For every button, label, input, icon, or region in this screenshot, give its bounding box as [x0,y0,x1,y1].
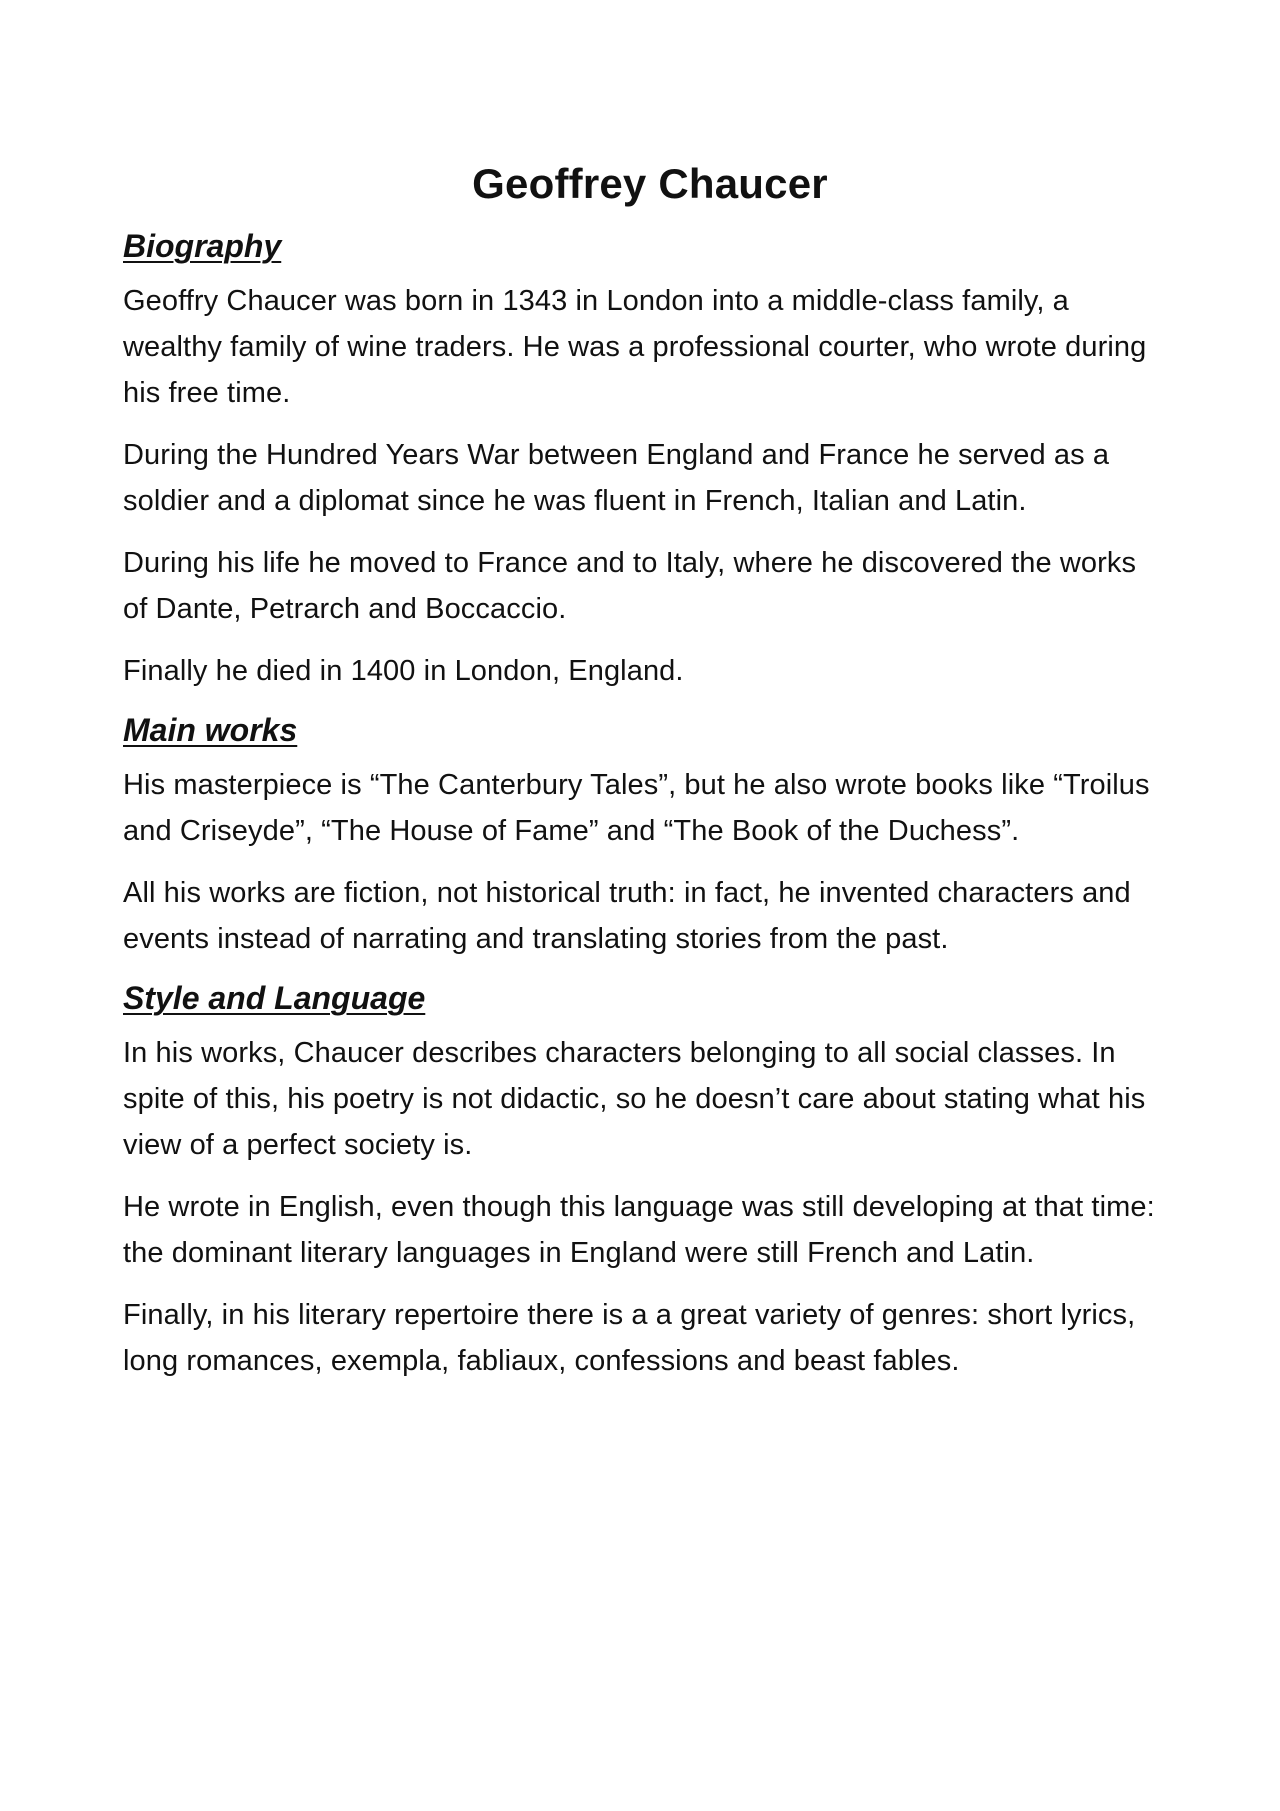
section-main-works [123,710,1163,962]
paragraph: Finally he died in 1400 in London, England. [123,655,684,687]
section-heading: Biography [123,228,282,264]
paragraph: He wrote in English, even though this language was still developing at that time: the dominant literary languages in England were still French and Latin. [123,1191,1155,1269]
paragraph: Geoffry Chaucer was born in 1343 in London into a middle-class family, a wealthy family of wine traders. He was a professional courter, who wrote during his free time. [123,285,1147,409]
paragraph: All his works are fiction, not historical truth: in fact, he invented characters and events instead of narrating and translating stories from the past. [123,877,1131,955]
section-heading: Main works [123,712,298,748]
section-heading: Style and Language [123,980,426,1016]
paragraph: During his life he moved to France and to Italy, where he discovered the works of Dante, Petrarch and Boccaccio. [123,547,1137,625]
section-style-and-language [123,978,1163,1384]
paragraph: His masterpiece is “The Canterbury Tales”, but he also wrote books like “Troilus and Criseyde”, “The House of Fame” and “The Book of the Duchess”. [123,769,1150,847]
section-biography [123,226,1163,694]
document-page [123,160,1163,1400]
paragraph: Finally, in his literary repertoire there is a a great variety of genres: short lyrics, long romances, exempla, fabliaux, confessions and beast fables. [123,1299,1136,1377]
paragraph: In his works, Chaucer describes characters belonging to all social classes. In spite of this, his poetry is not didactic, so he doesn’t care about stating what his view of a perfect society is. [123,1037,1146,1161]
page-title: Geoffrey Chaucer [472,160,828,207]
paragraph: During the Hundred Years War between England and France he served as a soldier and a diplomat since he was fluent in French, Italian and Latin. [123,439,1110,517]
